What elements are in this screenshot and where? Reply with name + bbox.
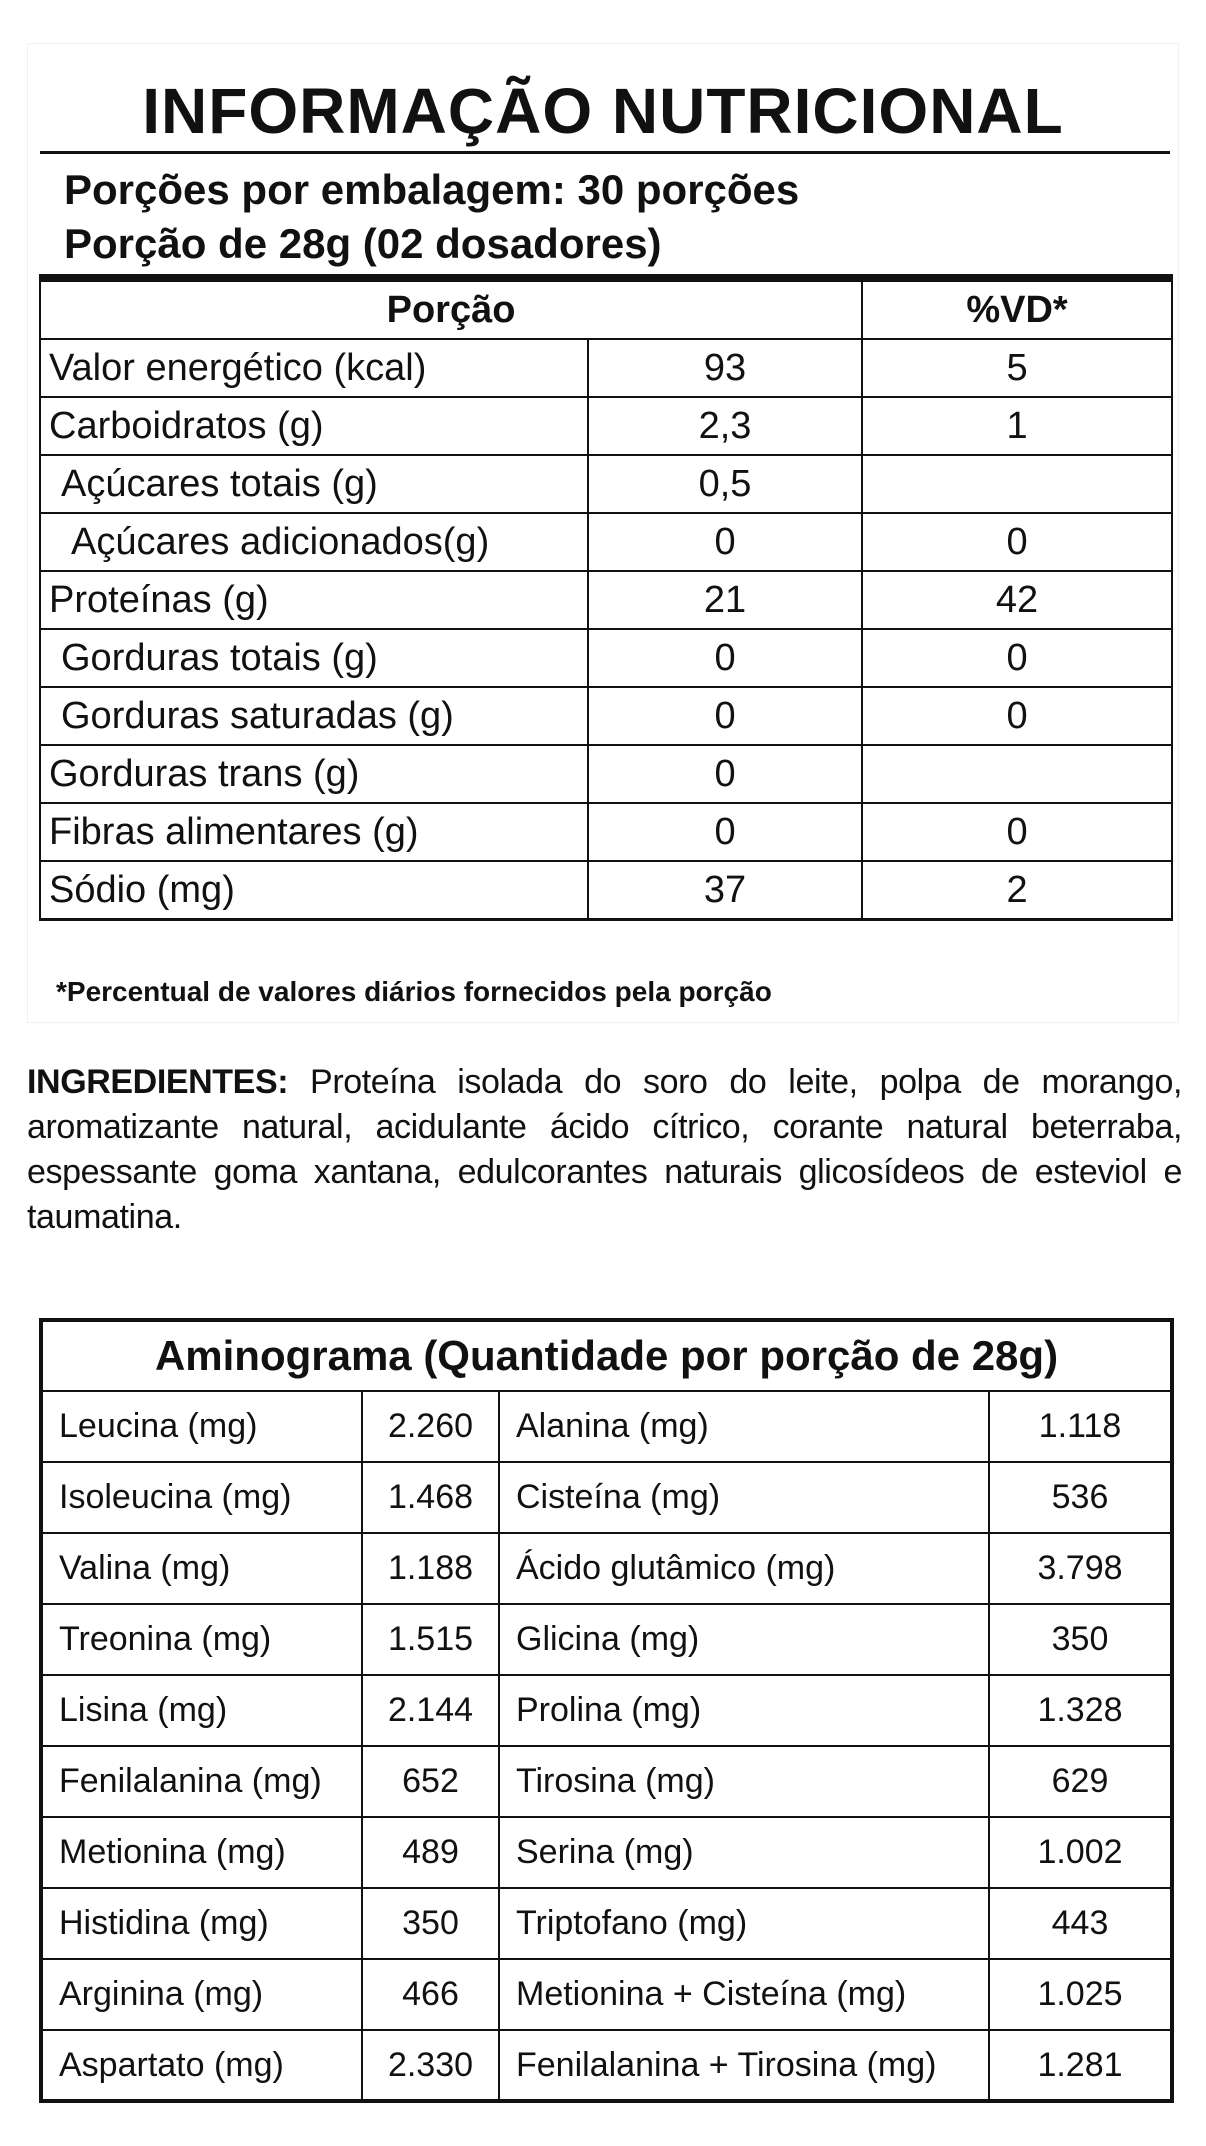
amino-name: Metionina + Cisteína (mg) <box>499 1959 989 2030</box>
nutrition-row <box>40 339 1172 397</box>
amino-name: Fenilalanina (mg) <box>41 1746 362 1817</box>
amino-name: Cisteína (mg) <box>499 1462 989 1533</box>
aminogram-header-row <box>41 1320 1172 1391</box>
amino-value: 2.330 <box>362 2030 499 2101</box>
aminogram-title: Aminograma (Quantidade por porção de 28g) <box>41 1320 1172 1391</box>
nutrition-row <box>40 745 1172 803</box>
nutrient-dv: 42 <box>862 571 1172 629</box>
amino-name: Triptofano (mg) <box>499 1888 989 1959</box>
nutrient-dv: 0 <box>862 629 1172 687</box>
nutrient-value: 21 <box>588 571 862 629</box>
amino-name: Arginina (mg) <box>41 1959 362 2030</box>
amino-value: 629 <box>989 1746 1172 1817</box>
nutrition-header-row <box>40 278 1172 339</box>
nutrition-table <box>39 274 1173 921</box>
nutrition-row <box>40 629 1172 687</box>
amino-value: 1.002 <box>989 1817 1172 1888</box>
amino-name: Leucina (mg) <box>41 1391 362 1462</box>
amino-value: 1.281 <box>989 2030 1172 2101</box>
amino-value: 489 <box>362 1817 499 1888</box>
nutrient-dv: 0 <box>862 687 1172 745</box>
nutrient-dv <box>862 455 1172 513</box>
nutrient-value: 37 <box>588 861 862 920</box>
aminogram-row <box>41 1888 1172 1959</box>
nutrient-dv: 5 <box>862 339 1172 397</box>
nutrient-name: Carboidratos (g) <box>40 397 588 455</box>
nutrition-panel <box>27 43 1179 1023</box>
servings-per-package: Porções por embalagem: 30 porções <box>64 166 800 213</box>
amino-name: Valina (mg) <box>41 1533 362 1604</box>
nutrient-dv: 1 <box>862 397 1172 455</box>
amino-name: Lisina (mg) <box>41 1675 362 1746</box>
ingredients-label: INGREDIENTES: <box>27 1063 289 1101</box>
amino-name: Isoleucina (mg) <box>41 1462 362 1533</box>
aminogram-row <box>41 1817 1172 1888</box>
nutrient-name: Proteínas (g) <box>40 571 588 629</box>
dv-footnote: *Percentual de valores diários fornecidos pela porção <box>56 976 772 1007</box>
aminogram-row <box>41 2030 1172 2101</box>
amino-name: Prolina (mg) <box>499 1675 989 1746</box>
amino-name: Glicina (mg) <box>499 1604 989 1675</box>
amino-value: 2.260 <box>362 1391 499 1462</box>
nutrient-name: Açúcares totais (g) <box>40 455 588 513</box>
amino-name: Metionina (mg) <box>41 1817 362 1888</box>
amino-value: 350 <box>989 1604 1172 1675</box>
nutrient-value: 0,5 <box>588 455 862 513</box>
nutrient-value: 0 <box>588 629 862 687</box>
amino-name: Tirosina (mg) <box>499 1746 989 1817</box>
portion-header: Porção <box>40 278 862 339</box>
aminogram-row <box>41 1959 1172 2030</box>
nutrient-dv: 0 <box>862 513 1172 571</box>
nutrient-value: 93 <box>588 339 862 397</box>
nutrient-value: 0 <box>588 803 862 861</box>
ingredients-paragraph <box>27 1060 1182 1240</box>
nutrition-row <box>40 571 1172 629</box>
nutrient-value: 0 <box>588 687 862 745</box>
nutrient-dv <box>862 745 1172 803</box>
amino-value: 443 <box>989 1888 1172 1959</box>
aminogram-row <box>41 1746 1172 1817</box>
amino-value: 1.188 <box>362 1533 499 1604</box>
nutrition-row <box>40 803 1172 861</box>
nutrient-dv: 0 <box>862 803 1172 861</box>
aminogram-row <box>41 1604 1172 1675</box>
amino-value: 652 <box>362 1746 499 1817</box>
title-divider <box>40 151 1170 154</box>
nutrition-row <box>40 455 1172 513</box>
amino-name: Ácido glutâmico (mg) <box>499 1533 989 1604</box>
amino-value: 536 <box>989 1462 1172 1533</box>
serving-size: Porção de 28g (02 dosadores) <box>64 220 662 267</box>
nutrient-name: Açúcares adicionados(g) <box>40 513 588 571</box>
amino-name: Treonina (mg) <box>41 1604 362 1675</box>
nutrient-name: Gorduras totais (g) <box>40 629 588 687</box>
amino-value: 466 <box>362 1959 499 2030</box>
amino-value: 2.144 <box>362 1675 499 1746</box>
nutrition-row <box>40 397 1172 455</box>
nutrient-value: 2,3 <box>588 397 862 455</box>
aminogram-row <box>41 1391 1172 1462</box>
nutrient-value: 0 <box>588 745 862 803</box>
amino-name: Fenilalanina + Tirosina (mg) <box>499 2030 989 2101</box>
aminogram-row <box>41 1675 1172 1746</box>
amino-value: 1.515 <box>362 1604 499 1675</box>
nutrient-name: Sódio (mg) <box>40 861 588 920</box>
nutrient-name: Fibras alimentares (g) <box>40 803 588 861</box>
nutrient-name: Gorduras trans (g) <box>40 745 588 803</box>
amino-value: 1.328 <box>989 1675 1172 1746</box>
nutrient-name: Valor energético (kcal) <box>40 339 588 397</box>
nutrition-row <box>40 513 1172 571</box>
aminogram-row <box>41 1533 1172 1604</box>
amino-value: 350 <box>362 1888 499 1959</box>
nutrition-row <box>40 687 1172 745</box>
aminogram-table <box>39 1318 1174 2103</box>
amino-name: Serina (mg) <box>499 1817 989 1888</box>
amino-name: Aspartato (mg) <box>41 2030 362 2101</box>
amino-name: Alanina (mg) <box>499 1391 989 1462</box>
amino-name: Histidina (mg) <box>41 1888 362 1959</box>
amino-value: 1.118 <box>989 1391 1172 1462</box>
nutrition-title: INFORMAÇÃO NUTRICIONAL <box>142 75 1064 147</box>
nutrition-row <box>40 861 1172 920</box>
nutrient-name: Gorduras saturadas (g) <box>40 687 588 745</box>
dv-header: %VD* <box>862 278 1172 339</box>
aminogram-row <box>41 1462 1172 1533</box>
ingredients-text: Proteína isolada do soro do leite, polpa de morango, aromatizante natural, acidulante ácido cítrico, corante natural beterraba, espessante goma xantana, edulcorantes naturais glicosídeos de esteviol e taumatina. <box>27 1063 1182 1236</box>
amino-value: 1.468 <box>362 1462 499 1533</box>
amino-value: 1.025 <box>989 1959 1172 2030</box>
amino-value: 3.798 <box>989 1533 1172 1604</box>
nutrient-dv: 2 <box>862 861 1172 920</box>
nutrient-value: 0 <box>588 513 862 571</box>
